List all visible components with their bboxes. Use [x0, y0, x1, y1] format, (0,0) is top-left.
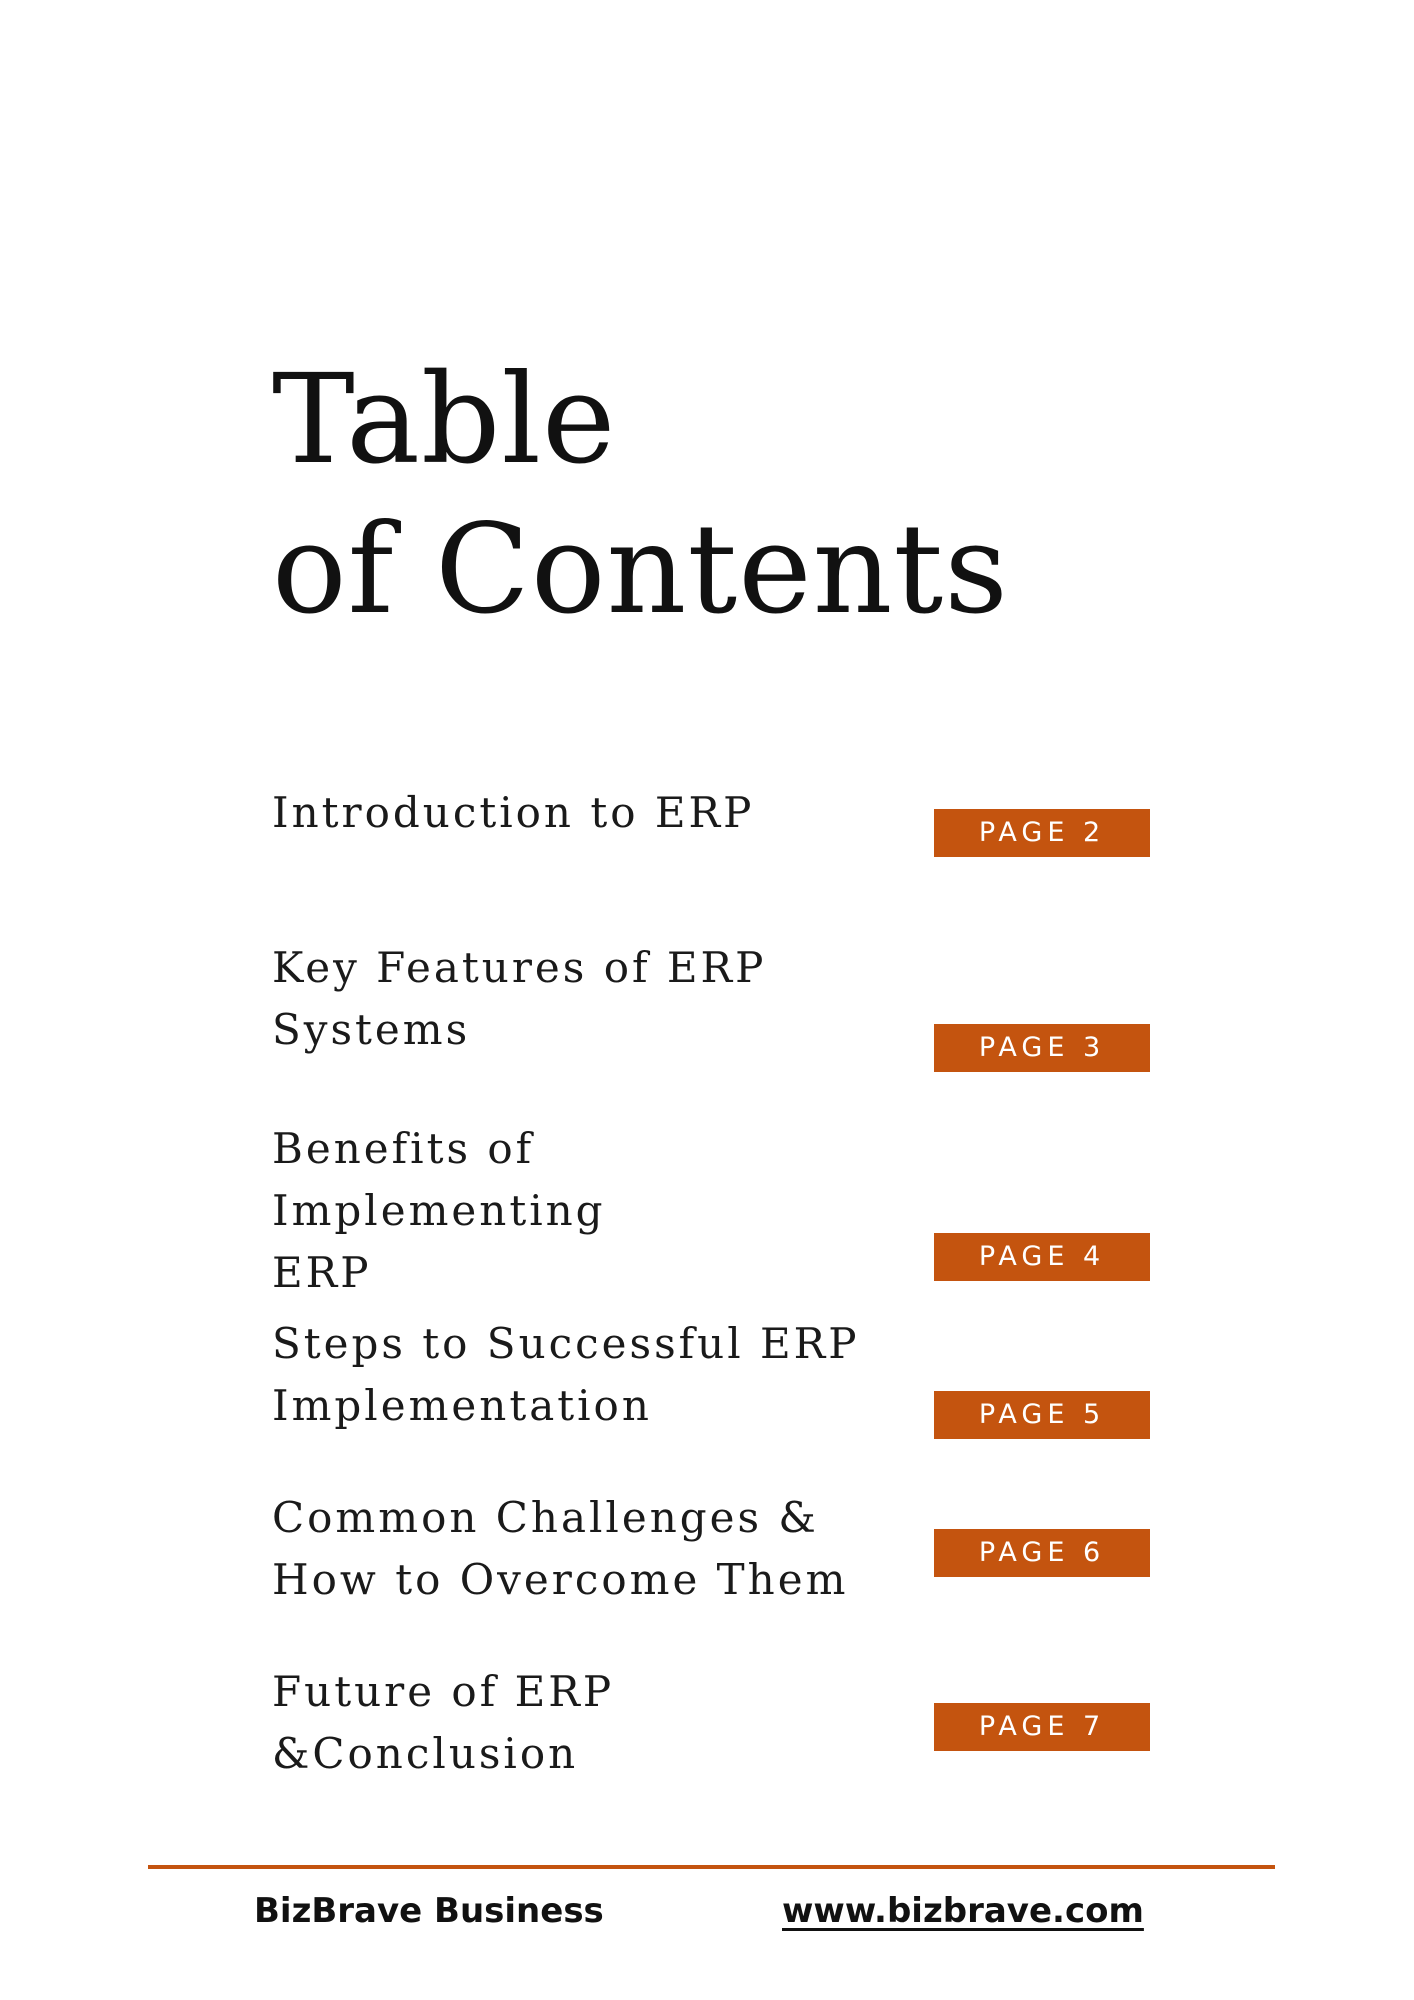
toc-entry-title: Benefits of Implementing ERP	[272, 1124, 606, 1297]
page-badge[interactable]: PAGE 2	[934, 809, 1150, 857]
page-badge[interactable]: PAGE 4	[934, 1233, 1150, 1281]
toc-entry-title: Key Features of ERP Systems	[272, 943, 767, 1054]
page-badge[interactable]: PAGE 7	[934, 1703, 1150, 1751]
footer-divider	[148, 1865, 1275, 1869]
page-badge[interactable]: PAGE 5	[934, 1391, 1150, 1439]
toc-entry-title: Future of ERP &Conclusion	[272, 1667, 615, 1778]
toc-entry-title: Steps to Successful ERP Implementation	[272, 1319, 860, 1430]
page-title	[272, 345, 1009, 645]
footer-company-name: BizBrave Business	[254, 1891, 604, 1931]
toc-entry-title: Common Challenges & How to Overcome Them	[272, 1493, 849, 1604]
title-line-2: of Contents	[272, 498, 1009, 642]
page-badge[interactable]: PAGE 3	[934, 1024, 1150, 1072]
title-line-1: Table	[272, 348, 617, 492]
page-badge[interactable]: PAGE 6	[934, 1529, 1150, 1577]
toc-entry-title: Introduction to ERP	[272, 788, 755, 837]
footer-website-link[interactable]: www.bizbrave.com	[782, 1891, 1144, 1931]
